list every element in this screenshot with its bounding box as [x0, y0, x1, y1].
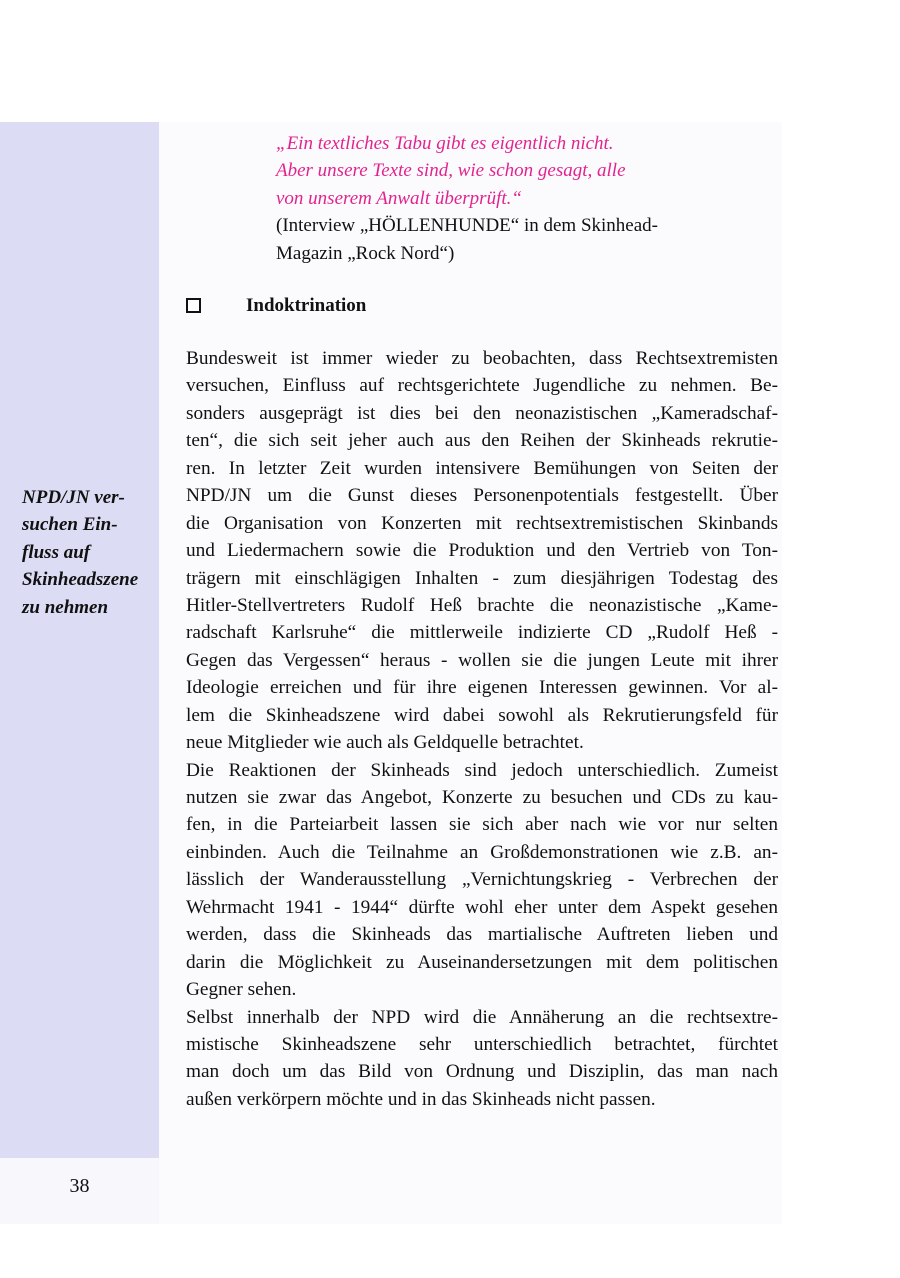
margin-note: [22, 484, 158, 621]
checkbox-bullet-icon: [186, 298, 201, 313]
body-line: neue Mitglieder wie auch als Geldquelle betrachtet.: [186, 732, 584, 754]
body-line: lässlich der Wanderausstellung „Vernichtungskrieg - Verbrechen der: [186, 869, 778, 891]
quote-line: „Ein textliches Tabu gibt es eigentlich nicht.: [276, 133, 614, 154]
body-line: darin die Möglichkeit zu Auseinandersetzungen mit dem politischen: [186, 951, 778, 973]
body-line: trägern mit einschlägigen Inhalten - zum diesjährigen Todestag des: [186, 567, 778, 589]
body-line: Selbst innerhalb der NPD wird die Annäherung an die rechtsextre-: [186, 1006, 778, 1028]
margin-note-line: suchen Ein-: [22, 514, 118, 536]
quote-source-line: Magazin „Rock Nord“): [276, 242, 455, 264]
quote-line: Aber unsere Texte sind, wie schon gesagt, alle: [276, 160, 626, 182]
body-line: fen, in die Parteiarbeit lassen sie sich aber nach wie vor nur selten: [186, 814, 778, 836]
body-line: Gegner sehen.: [186, 979, 297, 1001]
body-line: mistische Skinheadszene sehr unterschiedlich betrachtet, fürchtet: [186, 1033, 778, 1055]
body-text: [186, 345, 778, 1113]
body-line: Gegen das Vergessen“ heraus - wollen sie die jungen Leute mit ihrer: [186, 649, 778, 671]
body-line: werden, dass die Skinheads das martialische Auftreten lieben und: [186, 924, 778, 946]
body-line: versuchen, Einfluss auf rechtsgerichtete Jugendliche zu nehmen. Be-: [186, 375, 778, 397]
margin-sidebar: [0, 122, 159, 1158]
body-line: und Liedermachern sowie die Produktion und den Vertrieb von Ton-: [186, 540, 778, 562]
page-number: 38: [69, 1175, 90, 1197]
body-line: sonders ausgeprägt ist dies bei den neonazistischen „Kameradschaf-: [186, 402, 778, 424]
body-line: NPD/JN um die Gunst dieses Personenpotentials festgestellt. Über: [186, 485, 778, 507]
section-title: Indoktrination: [246, 295, 367, 316]
body-line: radschaft Karlsruhe“ die mittlerweile indizierte CD „Rudolf Heß -: [186, 622, 778, 644]
margin-note-line: fluss auf: [22, 541, 91, 563]
body-line: einbinden. Auch die Teilnahme an Großdemonstrationen wie z.B. an-: [186, 841, 778, 863]
margin-note-line: zu nehmen: [22, 596, 109, 618]
body-line: außen verkörpern möchte und in das Skinheads nicht passen.: [186, 1088, 656, 1110]
body-line: Wehrmacht 1941 - 1944“ dürfte wohl eher unter dem Aspekt gesehen: [186, 896, 778, 918]
margin-note-line: Skinheadszene: [22, 569, 139, 591]
quote-line: von unserem Anwalt überprüft.“: [276, 187, 522, 209]
body-line: die Organisation von Konzerten mit rechtsextremistischen Skinbands: [186, 512, 778, 534]
body-line: Hitler-Stellvertreters Rudolf Heß brachte die neonazistische „Kame-: [186, 594, 778, 616]
body-line: Ideologie erreichen und für ihre eigenen Interessen gewinnen. Vor al-: [186, 677, 778, 699]
margin-note-line: NPD/JN ver-: [22, 487, 125, 508]
body-line: man doch um das Bild von Ordnung und Disziplin, das man nach: [186, 1061, 778, 1083]
body-line: Bundesweit ist immer wieder zu beobachten, dass Rechtsextremisten: [186, 348, 778, 369]
body-line: lem die Skinheadszene wird dabei sowohl als Rekrutierungsfeld für: [186, 704, 778, 726]
body-line: nutzen sie zwar das Angebot, Konzerte zu besuchen und CDs zu kau-: [186, 787, 778, 808]
body-line: Die Reaktionen der Skinheads sind jedoch unterschiedlich. Zumeist: [186, 759, 778, 781]
interview-quote: [276, 130, 716, 267]
body-line: ten“, die sich seit jeher auch aus den Reihen der Skinheads rekrutie-: [186, 430, 778, 452]
body-line: ren. In letzter Zeit wurden intensivere Bemühungen von Seiten der: [186, 457, 778, 479]
quote-source-line: (Interview „HÖLLENHUNDE“ in dem Skinhead-: [276, 215, 658, 237]
